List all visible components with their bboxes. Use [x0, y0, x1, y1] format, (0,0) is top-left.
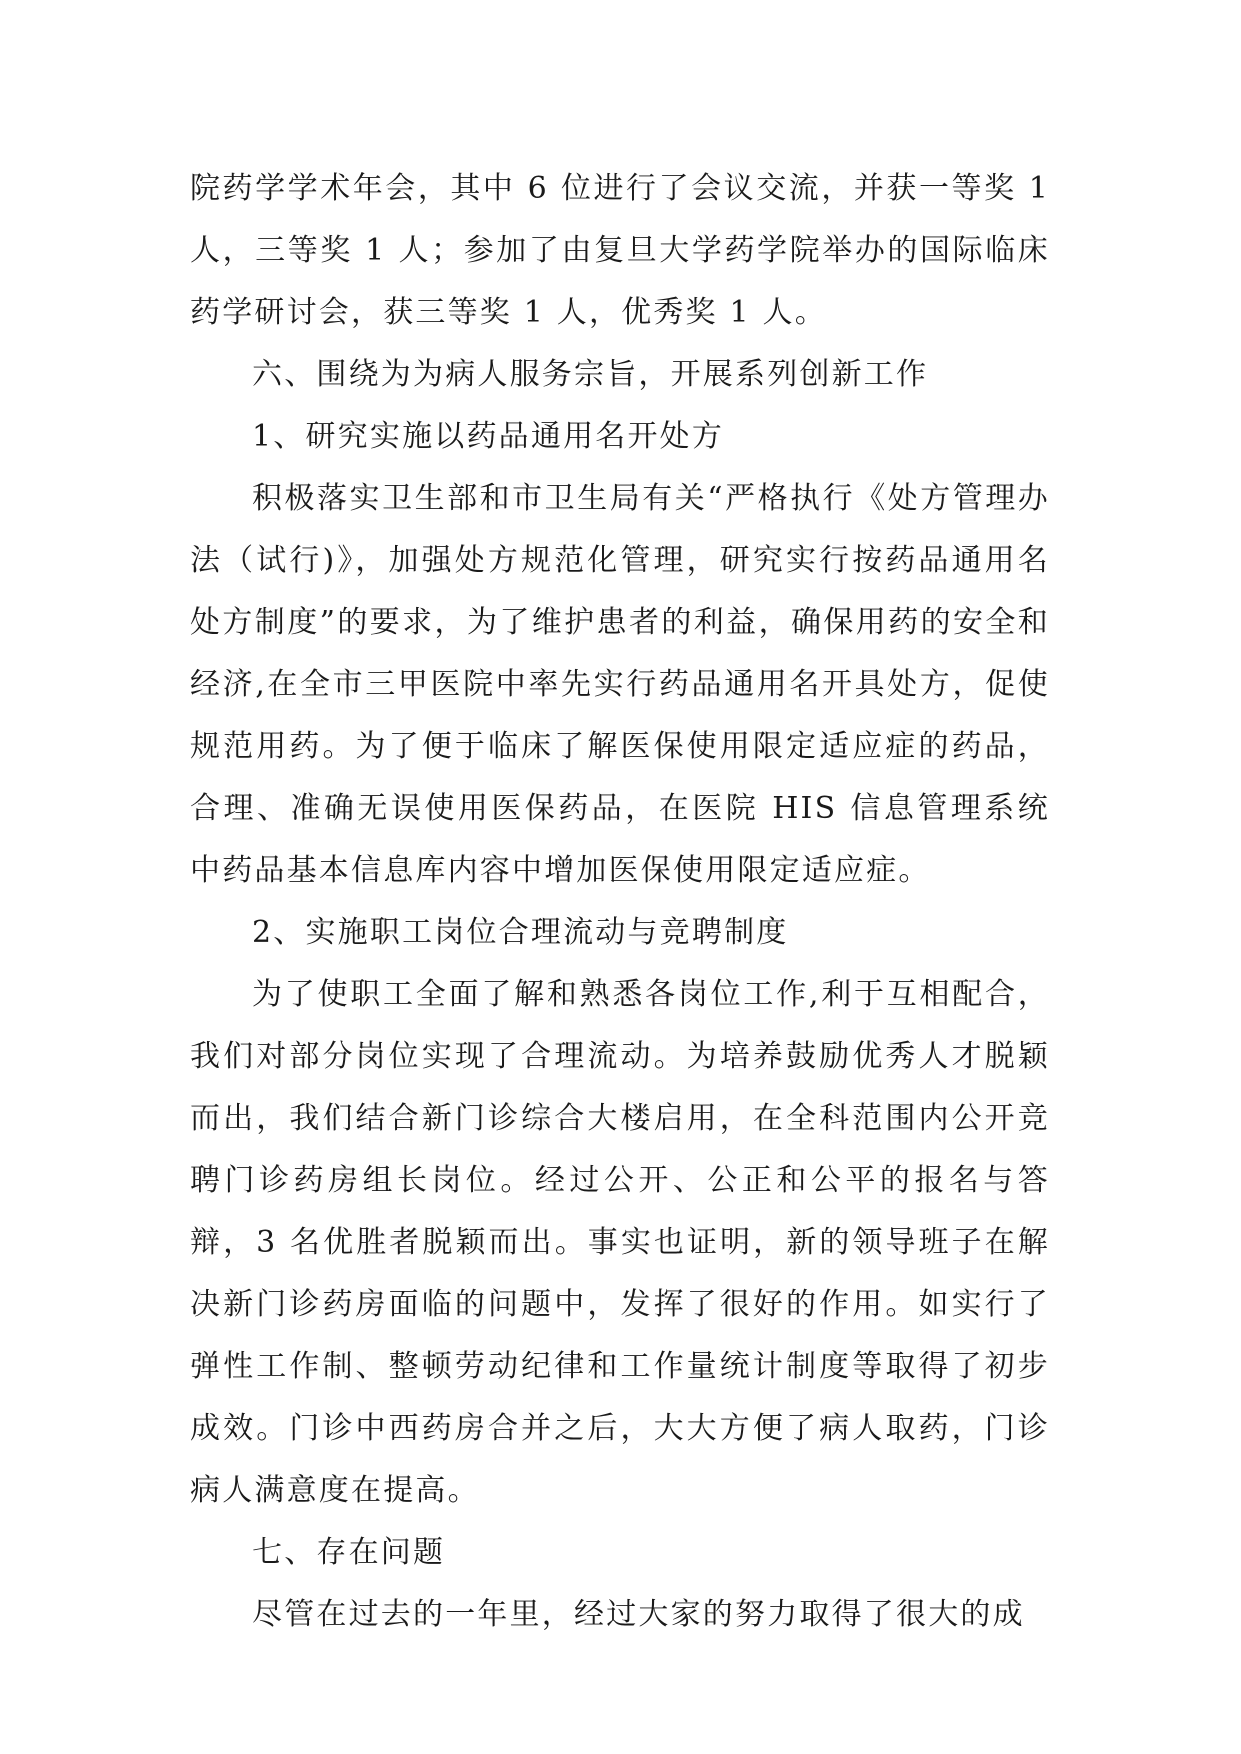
section-heading-seven: 七、存在问题: [252, 1535, 446, 1570]
subheading-generic-name-prescription: 1、研究实施以药品通用名开处方: [252, 419, 725, 454]
subheading-job-rotation: 2、实施职工岗位合理流动与竞聘制度: [252, 915, 789, 950]
paragraph-existing-problems: 尽管在过去的一年里，经过大家的努力取得了很大的成: [252, 1597, 1025, 1632]
paragraph-generic-name-prescription: 积极落实卫生部和市卫生局有关“严格执行《处方管理办法（试行)》，加强处方规范化管理，研究实行按药品通用名处方制度”的要求，为了维护患者的利益，确保用药的安全和经济,在全市三甲医院中率先实行药品通用名开具处方，促使规范用药。为了便于临床了解医保使用限定适应症的药品，合理、准确无误使用医保药品，在医院 HIS 信息管理系统中药品基本信息库内容中增加医保使用限定适应症。: [190, 481, 1050, 888]
paragraph-job-rotation: 为了使职工全面了解和熟悉各岗位工作,利于互相配合，我们对部分岗位实现了合理流动。为培养鼓励优秀人才脱颖而出，我们结合新门诊综合大楼启用，在全科范围内公开竞聘门诊药房组长岗位。经过公开、公正和公平的报名与答辩，3 名优胜者脱颖而出。事实也证明，新的领导班子在解决新门诊药房面临的问题中，发挥了很好的作用。如实行了弹性工作制、整顿劳动纪律和工作量统计制度等取得了初步成效。门诊中西药房合并之后，大大方便了病人取药，门诊病人满意度在提高。: [190, 977, 1050, 1508]
paragraph-awards-continued: 院药学学术年会，其中 6 位进行了会议交流，并获一等奖 1 人，三等奖 1 人；参加了由复旦大学药学院举办的国际临床药学研讨会，获三等奖 1 人，优秀奖 1 人。: [190, 171, 1050, 330]
document-page: [190, 158, 1050, 1646]
section-heading-six: 六、围绕为为病人服务宗旨，开展系列创新工作: [252, 357, 929, 392]
